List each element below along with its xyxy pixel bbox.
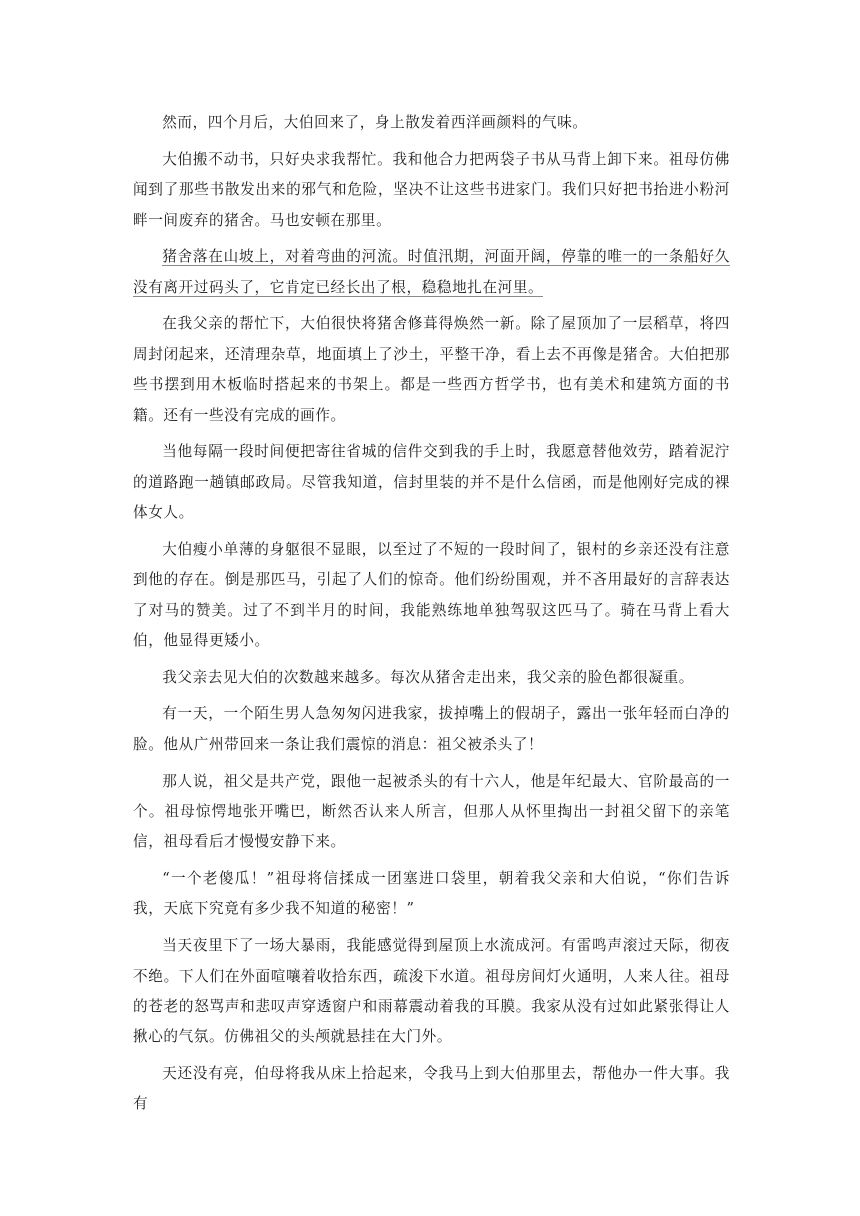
paragraph-2: 大伯搬不动书，只好央求我帮忙。我和他合力把两袋子书从马背上卸下来。祖母仿佛闻到了那些书散发出来的邪气和危险，坚决不让这些书进家门。我们只好把书抬进小粉河畔一间废弃的猪舍。马也安顿在那里。 <box>133 150 730 229</box>
paragraph-1: 然而，四个月后，大伯回来了，身上散发着西洋画颜料的气味。 <box>162 114 588 131</box>
underlined-sentence: 猪舍落在山坡上，对着弯曲的河流。时值汛期，河面开阔，停靠的唯一的一条船好久没有离开过码头了，它肯定已经长出了根，稳稳地扎在河里。 <box>133 248 730 296</box>
paragraph-12: 天还没有亮，伯母将我从床上拾起来，令我马上到大伯那里去，帮他办一件大事。我有 <box>133 1065 730 1113</box>
paragraph-8: 有一天，一个陌生男人急匆匆闪进我家，拔掉嘴上的假胡子，露出一张年轻而白净的脸。他从广州带回来一条让我们震惊的消息：祖父被杀头了！ <box>133 705 730 753</box>
paragraph-3-underlined <box>133 242 730 303</box>
article-body <box>133 108 730 1126</box>
paragraph-5: 当他每隔一段时间便把寄往省城的信件交到我的手上时，我愿意替他效劳，踏着泥泞的道路跑一趟镇邮政局。尽管我知道，信封里装的并不是什么信函，而是他刚好完成的裸体女人。 <box>133 443 730 522</box>
paragraph-11: 当天夜里下了一场大暴雨，我能感觉得到屋顶上水流成河。有雷鸣声滚过天际，彻夜不绝。下人们在外面喧嚷着收拾东西，疏浚下水道。祖母房间灯火通明，人来人往。祖母的苍老的怒骂声和悲叹声穿透窗户和雨幕震动着我的耳膜。我家从没有过如此紧张得让人揪心的气氛。仿佛祖父的头颅就悬挂在大门外。 <box>133 937 730 1046</box>
paragraph-7: 我父亲去见大伯的次数越来越多。每次从猪舍走出来，我父亲的脸色都很凝重。 <box>162 668 694 686</box>
paragraph-6: 大伯瘦小单薄的身躯很不显眼，以至过了不短的一段时间了，银村的乡亲还没有注意到他的存在。倒是那匹马，引起了人们的惊奇。他们纷纷围观，并不吝用最好的言辞表达了对马的赞美。过了不到半月的时间，我能熟练地单独驾驭这匹马了。骑在马背上看大伯，他显得更矮小。 <box>133 540 730 649</box>
paragraph-10: “一个老傻瓜！”祖母将信揉成一团塞进口袋里，朝着我父亲和大伯说，“你们告诉我，天底下究竟有多少我不知道的秘密！” <box>133 870 730 918</box>
paragraph-9: 那人说，祖父是共产党，跟他一起被杀头的有十六人，他是年纪最大、官阶最高的一个。祖母惊愕地张开嘴巴，断然否认来人所言，但那人从怀里掏出一封祖父留下的亲笔信，祖母看后才慢慢安静下来。 <box>133 772 730 851</box>
paragraph-4: 在我父亲的帮忙下，大伯很快将猪舍修葺得焕然一新。除了屋顶加了一层稻草，将四周封闭起来，还清理杂草，地面填上了沙土，平整干净，看上去不再像是猪舍。大伯把那些书摆到用木板临时搭起来的书架上。都是一些西方哲学书，也有美术和建筑方面的书籍。还有一些没有完成的画作。 <box>133 315 730 424</box>
